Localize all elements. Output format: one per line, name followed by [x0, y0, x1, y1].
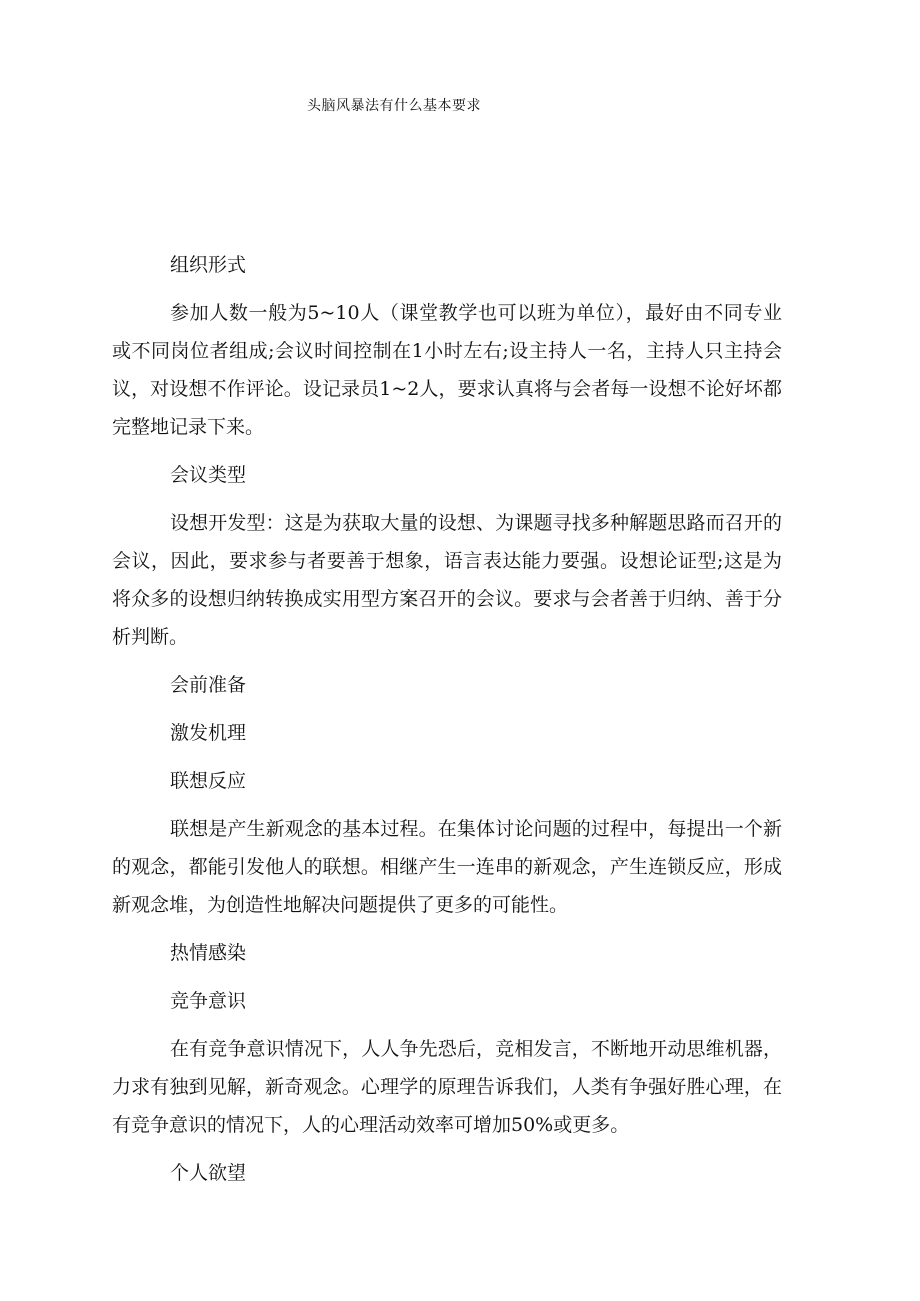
- section-heading-competition: 竞争意识: [170, 990, 247, 1012]
- section-heading-personal-desire: 个人欲望: [170, 1162, 247, 1184]
- section-heading-organization: 组织形式: [170, 254, 247, 276]
- section-heading-meeting-type: 会议类型: [170, 464, 247, 486]
- document-body: [112, 246, 782, 1202]
- document-title: 头脑风暴法有什么基本要求: [307, 98, 481, 114]
- section-heading-mechanism: 激发机理: [170, 722, 247, 744]
- section-heading-enthusiasm: 热情感染: [170, 942, 247, 964]
- paragraph-meeting-type: 设想开发型：这是为获取大量的设想、为课题寻找多种解题思路而召开的会议，因此，要求参与者要善于想象，语言表达能力要强。设想论证型;这是为将众多的设想归纳转换成实用型方案召开的会议。要求与会者善于归纳、善于分析判断。: [112, 512, 782, 648]
- paragraph-competition: 在有竞争意识情况下，人人争先恐后，竞相发言，不断地开动思维机器，力求有独到见解，新奇观念。心理学的原理告诉我们，人类有争强好胜心理，在有竞争意识的情况下，人的心理活动效率可增加50%或更多。: [112, 1038, 782, 1136]
- paragraph-organization: 参加人数一般为5~10人（课堂教学也可以班为单位），最好由不同专业或不同岗位者组成;会议时间控制在1小时左右;设主持人一名，主持人只主持会议，对设想不作评论。设记录员1~2人，要求认真将与会者每一设想不论好坏都完整地记录下来。: [112, 302, 782, 438]
- section-heading-association: 联想反应: [170, 770, 247, 792]
- section-heading-preparation: 会前准备: [170, 674, 247, 696]
- paragraph-association: 联想是产生新观念的基本过程。在集体讨论问题的过程中，每提出一个新的观念，都能引发他人的联想。相继产生一连串的新观念，产生连锁反应，形成新观念堆，为创造性地解决问题提供了更多的可能性。: [112, 818, 782, 916]
